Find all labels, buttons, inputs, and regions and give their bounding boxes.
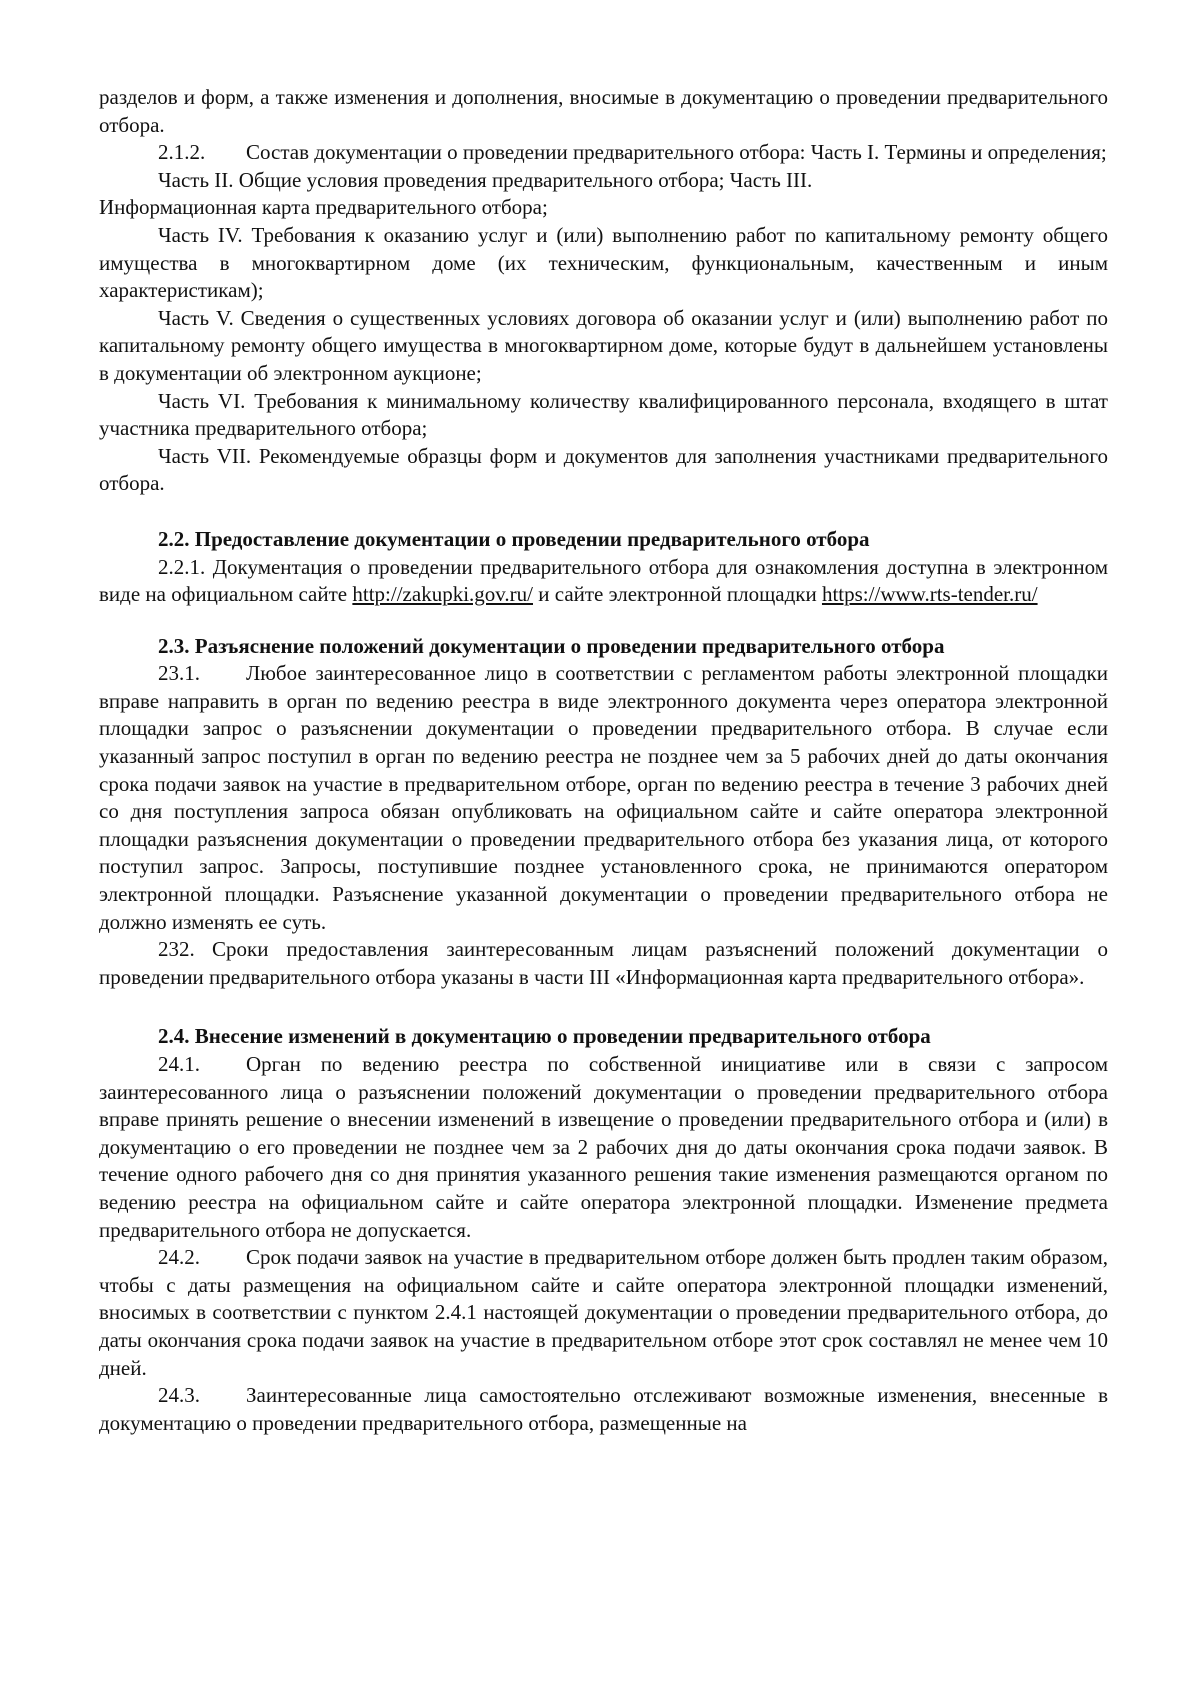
- clause-text: Любое заинтересованное лицо в соответствии с регламентом работы электронной площадки вправе направить в орган по ведению реестра в виде электронного документа через оператора электронной площадки запрос о разъяснении документации о проведении предварительного отбора. В случае если указанный запрос поступил в орган по ведению реестра не позднее чем за 5 рабочих дней до даты окончания срока подачи заявок на участие в предварительном отборе, орган по ведению реестра в течение 3 рабочих дней со дня поступления запроса обязан опубликовать на официальном сайте и сайте оператора электронной площадки разъяснения документации о проведении предварительного отбора без указания лица, от которого поступил запрос. Запросы, поступившие позднее установленного срока, не принимаются оператором электронной площадки. Разъяснение указанной документации о проведении предварительного отбора не должно изменять ее суть.: [99, 661, 1108, 934]
- part-5-line: Часть V. Сведения о существенных условиях договора об оказании услуг и (или) выполнению работ по капитальному ремонту общего имущества в многоквартирном доме, которые будут в дальнейшем установлены в документации об электронном аукционе;: [99, 305, 1108, 385]
- clause-number: 24.2.: [158, 1245, 200, 1270]
- clause-2-4-1: [99, 1051, 1108, 1244]
- clause-2-4-2: [99, 1244, 1108, 1382]
- clause-number: 24.1.: [158, 1052, 200, 1076]
- clause-text: Срок подачи заявок на участие в предварительном отборе должен быть продлен таким образом, чтобы с даты размещения на официальном сайте и сайте оператора электронной площадки изменений, вносимых в соответствии с пунктом 2.4.1 настоящей документации о проведении предварительного отбора, до даты окончания срока подачи заявок на участие в предварительном отборе этот срок составлял не менее чем 10 дней.: [99, 1245, 1108, 1380]
- clause-text: Сроки предоставления заинтересованным лицам разъяснений положений документации о проведении предварительного отбора указаны в части III «Информационная карта предварительного отбора».: [99, 937, 1108, 989]
- clause-2-3-1: [99, 660, 1108, 936]
- clause-number: 23.1.: [158, 661, 200, 686]
- part-6-line: Часть VI. Требования к минимальному количеству квалифицированного персонала, входящего в штат участника предварительного отбора;: [99, 388, 1108, 441]
- clause-number: 24.3.: [158, 1383, 200, 1408]
- clause-2-3-2: [99, 936, 1108, 991]
- clause-2-4-3: [99, 1382, 1108, 1437]
- clause-number: 232.: [158, 937, 195, 962]
- rts-tender-link[interactable]: https://www.rts-tender.ru/: [821, 582, 1038, 607]
- part-2-line: Часть II. Общие условия проведения предварительного отбора; Часть III.: [158, 167, 813, 192]
- clause-2-1-2: [99, 139, 1108, 167]
- part-7-line: Часть VII. Рекомендуемые образцы форм и документов для заполнения участниками предварительного отбора.: [99, 443, 1108, 496]
- clause-2-2-1: [99, 554, 1108, 609]
- section-heading-2-2: 2.2. Предоставление документации о проведении предварительного отбора: [158, 526, 870, 551]
- part-4-line: Часть IV. Требования к оказанию услуг и (или) выполнению работ по капитальному ремонту общего имущества в многоквартирном доме (их техническим, функциональным, качественным и иным характеристикам);: [99, 222, 1108, 303]
- section-heading-2-4: 2.4. Внесение изменений в документацию о проведении предварительного отбора: [158, 1024, 931, 1049]
- clause-text: Заинтересованные лица самостоятельно отслеживают возможные изменения, внесенные в документацию о проведении предварительного отбора, размещенные на: [99, 1383, 1108, 1435]
- intro-paragraph: разделов и форм, а также изменения и дополнения, вносимые в документацию о проведении предварительного отбора.: [99, 85, 1108, 137]
- section-heading-2-3: 2.3. Разъяснение положений документации о проведении предварительного отбора: [158, 633, 945, 658]
- clause-text: Орган по ведению реестра по собственной инициативе или в связи с запросом заинтересованного лица о разъяснении положений документации о проведении предварительного отбора вправе принять решение о внесении изменений в извещение о проведении предварительного отбора и (или) в документацию о его проведении не позднее чем за 2 рабочих дня до даты окончания срока подачи заявок. В течение одного рабочего дня со дня принятия указанного решения такие изменения размещаются органом по ведению реестра на официальном сайте и сайте оператора электронной площадки. Изменение предмета предварительного отбора не допускается.: [99, 1052, 1108, 1242]
- clause-number: 2.1.2.: [158, 140, 206, 165]
- clause-text: 2.2.1. Документация о проведении предварительного отбора для ознакомления доступна в электронном виде на официальном сайте: [99, 554, 1108, 607]
- part-3-line: Информационная карта предварительного отбора;: [99, 195, 548, 220]
- clause-text-cont: и сайте электронной площадки: [533, 582, 817, 607]
- clause-text: Состав документации о проведении предварительного отбора: Часть I. Термины и определения;: [246, 140, 1107, 165]
- zakupki-link[interactable]: http://zakupki.gov.ru/: [352, 582, 533, 607]
